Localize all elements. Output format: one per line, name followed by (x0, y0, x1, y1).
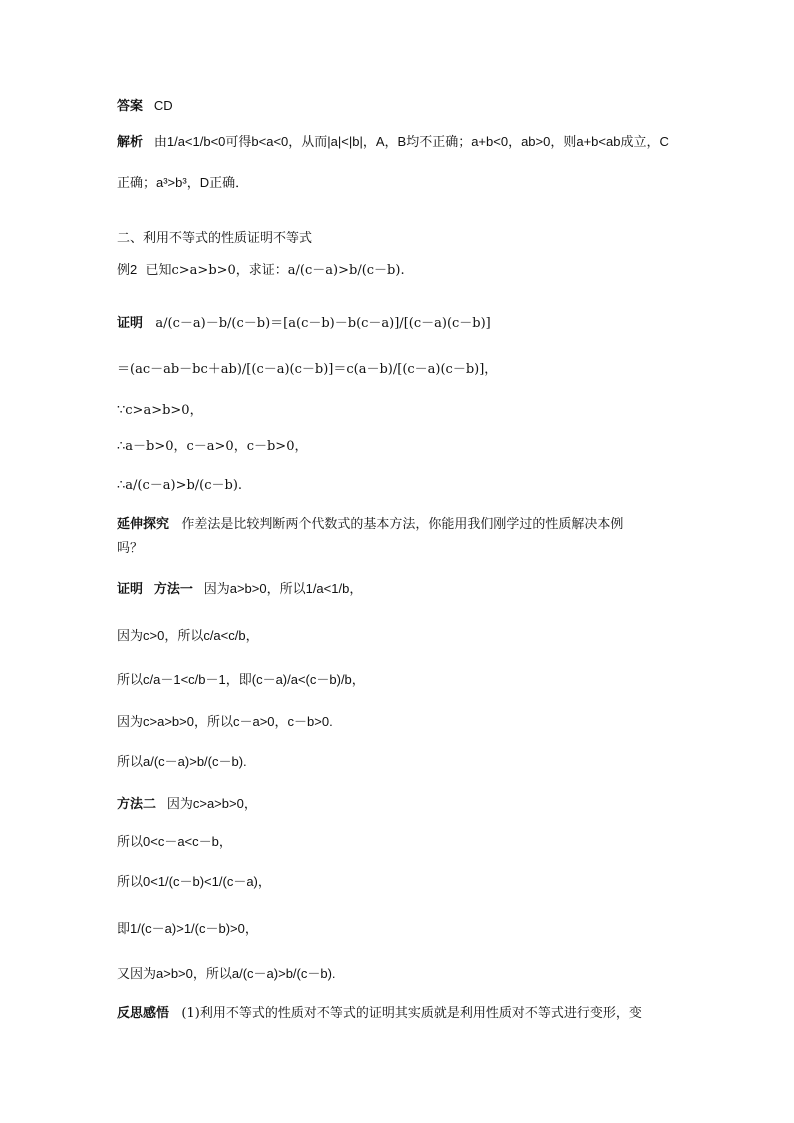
method2-label: 方法二 (117, 796, 157, 811)
method2-line-5: 又因为a>b>0，所以a/(c－a)>b/(c－b). (117, 966, 336, 981)
analysis-label: 解析 (117, 134, 144, 149)
answer-value: CD (153, 98, 173, 113)
analysis-text-2: 正确；a³>b³，D正确． (117, 175, 249, 190)
method1-line-3: 所以c/a－1<c/b－1，即(c－a)/a<(c－b)/b， (117, 672, 365, 687)
method1-label: 方法一 (153, 581, 193, 596)
proof-step-2: ＝(ac－ab－bc＋ab)/[(c－a)(c－b)]＝c(a－b)/[(c－a)(c－b)]， (117, 362, 498, 377)
method1-line-5: 所以a/(c－a)>b/(c－b). (117, 754, 247, 769)
method2-text-1: 因为c>a>b>0， (166, 796, 257, 811)
answer-label: 答案 (117, 98, 144, 113)
method1-text-1: 因为a>b>0，所以1/a<1/b， (203, 581, 363, 596)
analysis-line-2 (117, 174, 248, 192)
example2-label: 例2 (117, 262, 138, 277)
analysis-text-1: 由1/a<1/b<0可得b<a<0，从而|a|<|b|，A，B均不正确；a+b<0，ab>0，则a+b<ab成立，C (153, 134, 669, 149)
extension-line-1 (117, 515, 623, 534)
proof-label: 证明 (117, 315, 144, 330)
method2-line-3: 所以0<1/(c－b)<1/(c－a)， (117, 874, 271, 889)
answer-line (117, 97, 173, 115)
example2-text: 已知c>a>b>0，求证：a/(c－a)>b/(c－b). (145, 263, 405, 278)
method1-proof-label: 证明 (117, 581, 144, 596)
extension-label: 延伸探究 (117, 516, 170, 531)
proof-step-4: ∴a－b>0，c－a>0，c－b>0， (117, 439, 308, 454)
reflection-line (117, 1004, 642, 1023)
method1-line-1 (117, 580, 362, 598)
example2-line (117, 261, 405, 280)
method2-line-4: 即1/(c－a)>1/(c－b)>0， (117, 921, 258, 936)
extension-text-2: 吗？ (117, 541, 144, 556)
reflection-label: 反思感悟 (117, 1005, 170, 1020)
analysis-line-1 (117, 133, 669, 151)
extension-text-1: 作差法是比较判断两个代数式的基本方法，你能用我们刚学过的性质解决本例 (181, 517, 624, 532)
reflection-text: (1)利用不等式的性质对不等式的证明其实质就是利用性质对不等式进行变形，变 (181, 1006, 642, 1021)
method2-line-2: 所以0<c－a<c－b， (117, 834, 232, 849)
section-title: 二、利用不等式的性质证明不等式 (117, 230, 313, 245)
proof-step-3: ∵c>a>b>0， (117, 403, 203, 418)
method1-line-2: 因为c>0，所以c/a<c/b， (117, 628, 259, 643)
proof-step-5: ∴a/(c－a)>b/(c－b). (117, 478, 243, 493)
proof-step-1-text: a/(c－a)－b/(c－b)＝[a(c－b)－b(c－a)]/[(c－a)(c－b)] (155, 316, 491, 331)
method1-line-4: 因为c>a>b>0，所以c－a>0，c－b>0. (117, 714, 333, 729)
method2-line-1 (117, 795, 257, 813)
proof-step-1 (117, 314, 491, 333)
